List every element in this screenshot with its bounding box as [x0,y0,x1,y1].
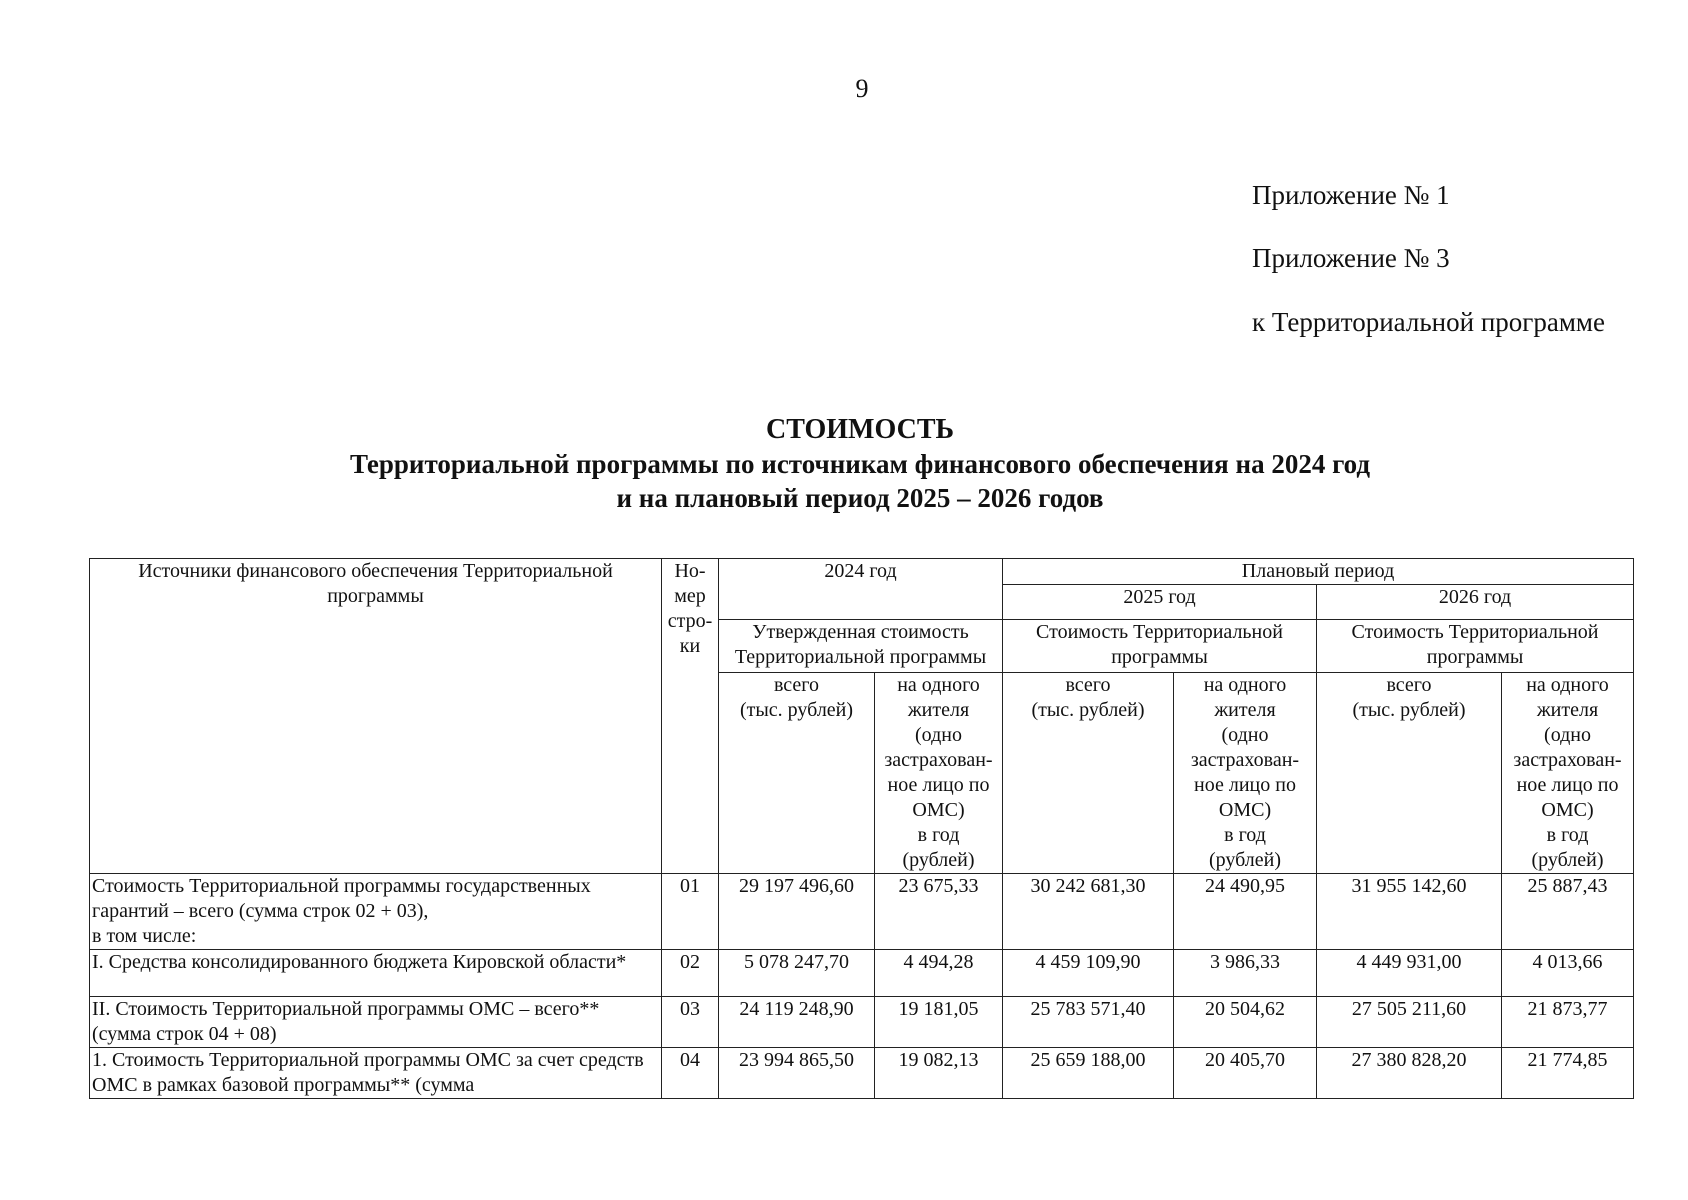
table-row [90,997,1634,1048]
value-2026-per-capita: 4 013,66 [1502,950,1634,997]
value-2026-per-capita: 21 873,77 [1502,997,1634,1048]
value-2026-total: 27 380 828,20 [1317,1048,1502,1099]
row-number: 03 [662,997,719,1048]
header-year-2024: 2024 год [719,559,1003,620]
value-2024-total: 23 994 865,50 [719,1048,875,1099]
title-main: СТОИМОСТЬ [765,414,955,445]
value-2024-total: 24 119 248,90 [719,997,875,1048]
value-2025-total: 25 783 571,40 [1003,997,1174,1048]
row-number: 04 [662,1048,719,1099]
header-planned-period: Плановый период [1003,559,1634,585]
row-label: Стоимость Территориальной программы государственных гарантий – всего (сумма строк 02 + 03), в том числе: [90,874,662,950]
value-2026-total: 27 505 211,60 [1317,997,1502,1048]
value-2024-per-capita: 19 181,05 [875,997,1003,1048]
header-per-capita-2026: на одного жителя (одно застрахован- ное лицо по ОМС) в год (рублей) [1502,673,1634,874]
header-approved-cost: Утвержденная стоимость Территориальной программы [719,620,1003,673]
header-per-capita-2025: на одного жителя (одно застрахован- ное лицо по ОМС) в год (рублей) [1174,673,1317,874]
row-number: 02 [662,950,719,997]
value-2025-per-capita: 3 986,33 [1174,950,1317,997]
header-year-2026: 2026 год [1317,585,1634,620]
appendix-line-3: к Территориальной программе [1252,307,1605,337]
value-2025-per-capita: 24 490,95 [1174,874,1317,950]
table-row [90,874,1634,950]
value-2025-total: 30 242 681,30 [1003,874,1174,950]
header-year-2025: 2025 год [1003,585,1317,620]
value-2026-total: 4 449 931,00 [1317,950,1502,997]
financing-table [89,558,1634,1099]
page-number: 9 [855,74,869,103]
value-2025-total: 25 659 188,00 [1003,1048,1174,1099]
appendix-line-1: Приложение № 1 [1252,180,1450,210]
document-title [300,413,1420,515]
appendix-line-2: Приложение № 3 [1252,243,1450,273]
header-total-2024: всего (тыс. рублей) [719,673,875,874]
value-2024-total: 5 078 247,70 [719,950,875,997]
table-row [90,1048,1634,1099]
header-sources: Источники финансового обеспечения Территориальной программы [90,559,662,874]
value-2026-per-capita: 25 887,43 [1502,874,1634,950]
value-2025-per-capita: 20 405,70 [1174,1048,1317,1099]
value-2026-per-capita: 21 774,85 [1502,1048,1634,1099]
row-label: 1. Стоимость Территориальной программы ОМС за счет средств ОМС в рамках базовой программы** (сумма [90,1048,662,1099]
value-2025-per-capita: 20 504,62 [1174,997,1317,1048]
header-cost-2025: Стоимость Территориальной программы [1003,620,1317,673]
value-2024-per-capita: 23 675,33 [875,874,1003,950]
row-label: II. Стоимость Территориальной программы ОМС – всего** (сумма строк 04 + 08) [90,997,662,1048]
header-cost-2026: Стоимость Территориальной программы [1317,620,1634,673]
row-number: 01 [662,874,719,950]
value-2024-per-capita: 19 082,13 [875,1048,1003,1099]
title-line-1: Территориальной программы по источникам финансового обеспечения на 2024 год [349,449,1371,479]
header-total-2025: всего (тыс. рублей) [1003,673,1174,874]
value-2026-total: 31 955 142,60 [1317,874,1502,950]
value-2025-total: 4 459 109,90 [1003,950,1174,997]
value-2024-total: 29 197 496,60 [719,874,875,950]
title-line-2: и на плановый период 2025 – 2026 годов [616,483,1104,513]
header-total-2026: всего (тыс. рублей) [1317,673,1502,874]
row-label: I. Средства консолидированного бюджета Кировской области* [90,950,662,997]
header-row-number: Но- мер стро- ки [662,559,719,874]
table-row [90,950,1634,997]
header-per-capita-2024: на одного жителя (одно застрахован- ное лицо по ОМС) в год (рублей) [875,673,1003,874]
value-2024-per-capita: 4 494,28 [875,950,1003,997]
